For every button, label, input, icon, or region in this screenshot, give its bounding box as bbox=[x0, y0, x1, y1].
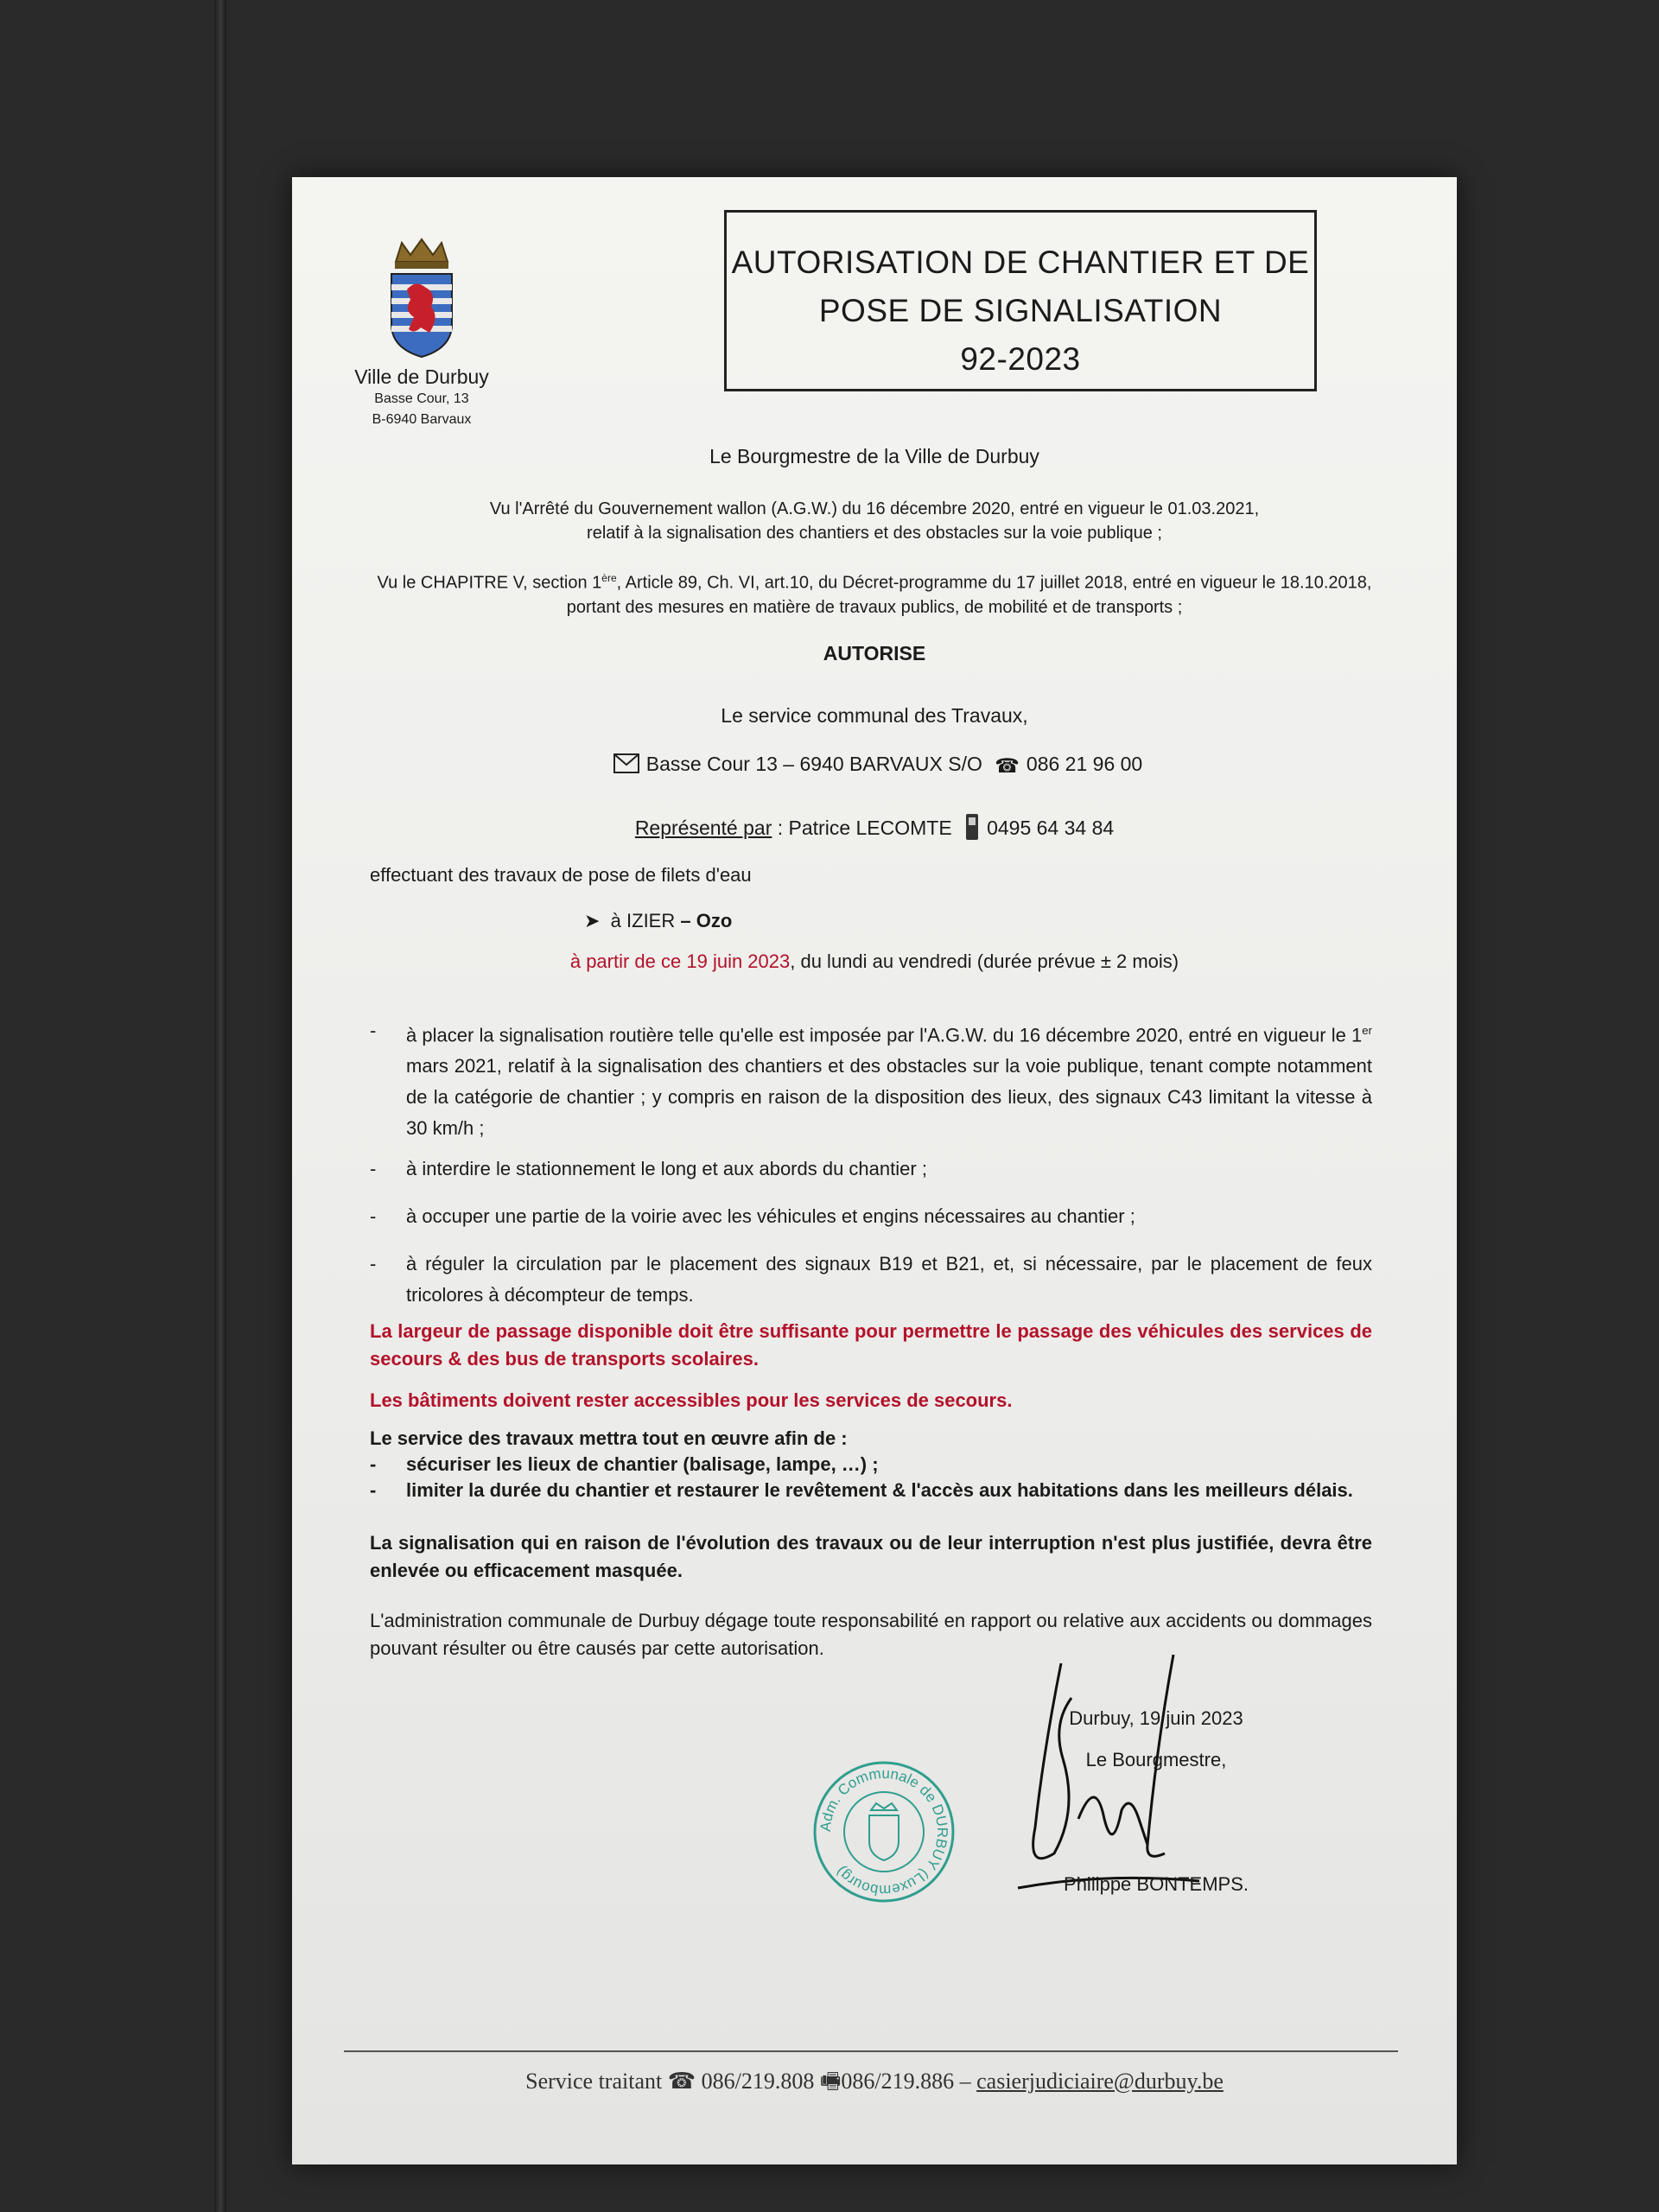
applicant-phone: 086 21 96 00 bbox=[1026, 753, 1143, 776]
condition-parking: - à interdire le stationnement le long et aux abords du chantier ; bbox=[370, 1158, 927, 1179]
signatory-name: Philippe BONTEMPS. bbox=[1064, 1873, 1249, 1895]
autorise-heading: AUTORISE bbox=[823, 642, 926, 664]
title-line-3: 92-2023 bbox=[960, 341, 1081, 377]
applicant-service: Le service communal des Travaux, bbox=[721, 704, 1028, 727]
works-location: ➤ à IZIER – Ozo bbox=[584, 910, 733, 931]
svg-text:Adm. Communale de DURBUY (Luxe: Adm. Communale de DURBUY (Luxembourg) bbox=[817, 1764, 951, 1899]
city-address-street: Basse Cour, 13 bbox=[374, 391, 469, 406]
condition-traffic: - à réguler la circulation par le placement des signaux B19 et B21, et, si nécessaire, par le placement de feux tricolores à décompteur de temps. bbox=[370, 1253, 1372, 1306]
works-description: effectuant des travaux de pose de filets d'eau bbox=[370, 864, 752, 886]
applicant-representative: Représenté par : Patrice LECOMTE 0495 64 34 84 bbox=[292, 812, 1457, 847]
condition-road-occupation: - à occuper une partie de la voirie avec les véhicules et engins nécessaires au chantier ; bbox=[370, 1205, 1135, 1227]
city-name: Ville de Durbuy bbox=[354, 365, 489, 388]
condition-signalisation: - à placer la signalisation routière telle qu'elle est imposée par l'A.G.W. du 16 décembre 2020, entré en vigueur le 1er mars 2021, relatif à la signalisation des chantiers et des obstacles sur la voie publique, tenant compte notamment de la catégorie de chantier ; y compris en raison de la disposition des lieux, des signaux C43 limitant la vitesse à 30 km/h ; bbox=[370, 1020, 1372, 1140]
notice-buildings-access: Les bâtiments doivent rester accessibles pour les services de secours. bbox=[370, 1389, 1013, 1411]
document-title bbox=[724, 210, 1317, 391]
signature-place-date: Durbuy, 19 juin 2023 bbox=[1069, 1707, 1243, 1729]
service-obligations: Le service des travaux mettra tout en œuvre afin de : - sécuriser les lieux de chantier (balisage, lampe, …) ; - limiter la durée du chantier et restaurer le revêtement & l'accès aux habitations dans les meilleurs délais. bbox=[370, 1427, 1353, 1501]
city-logo bbox=[344, 238, 499, 430]
mobile-phone-icon bbox=[964, 812, 980, 847]
footer-email-link[interactable]: casierjudiciaire@durbuy.be bbox=[976, 2069, 1224, 2094]
mail-icon bbox=[613, 752, 639, 779]
phone-icon: ☎ bbox=[995, 753, 1020, 777]
title-line-2: POSE DE SIGNALISATION bbox=[818, 293, 1223, 328]
signature-role: Le Bourgmestre, bbox=[1085, 1749, 1227, 1770]
applicant-mobile: 0495 64 34 84 bbox=[987, 817, 1115, 840]
disclaimer: L'administration communale de Durbuy dégage toute responsabilité en rapport ou relative aux accidents ou dommages pouvant résulter ou être causés par cette autorisation. bbox=[370, 1610, 1372, 1659]
notice-passage-width: La largeur de passage disponible doit être suffisante pour permettre le passage des véhicules des services de secours & des bus de transports scolaires. bbox=[370, 1320, 1372, 1370]
arrow-icon: ➤ bbox=[584, 910, 611, 931]
coat-of-arms-icon bbox=[383, 238, 461, 359]
door-frame bbox=[214, 0, 226, 2212]
title-line-1: AUTORISATION DE CHANTIER ET DE bbox=[731, 245, 1310, 280]
legal-basis-agw: Vu l'Arrêté du Gouvernement wallon (A.G.W.) du 16 décembre 2020, entré en vigueur le 01.03.2021, relatif à la signalisation des chantiers et des obstacles sur la voie publique ; bbox=[489, 499, 1260, 543]
fax-icon: 🖷 bbox=[819, 2069, 842, 2094]
city-address-postal: B-6940 Barvaux bbox=[372, 412, 472, 427]
legal-basis-decree: Vu le CHAPITRE V, section 1ère, Article 89, Ch. VI, art.10, du Décret-programme du 17 juillet 2018, entré en vigueur le 18.10.2018, portant des mesures en matière de travaux publics, de mobilité et de transports ; bbox=[377, 572, 1372, 617]
notice-signalisation-removal: La signalisation qui en raison de l'évolution des travaux ou de leur interruption n'est plus justifiée, devra être enlevée ou efficacement masquée. bbox=[370, 1532, 1372, 1581]
signature-block bbox=[975, 1698, 1338, 1905]
applicant-contact bbox=[292, 752, 1457, 779]
footer-contact: Service traitant ☎ 086/219.808 🖷086/219.886 – casierjudiciaire@durbuy.be bbox=[525, 2069, 1224, 2094]
phone-icon: ☎ bbox=[667, 2069, 696, 2094]
document-page bbox=[292, 177, 1457, 2164]
authority: Le Bourgmestre de la Ville de Durbuy bbox=[709, 445, 1039, 467]
footer-divider bbox=[344, 2050, 1398, 2052]
applicant-address: Basse Cour 13 – 6940 BARVAUX S/O bbox=[645, 753, 982, 776]
municipal-stamp bbox=[810, 1758, 957, 1905]
works-period: à partir de ce 19 juin 2023, du lundi au vendredi (durée prévue ± 2 mois) bbox=[569, 950, 1179, 972]
